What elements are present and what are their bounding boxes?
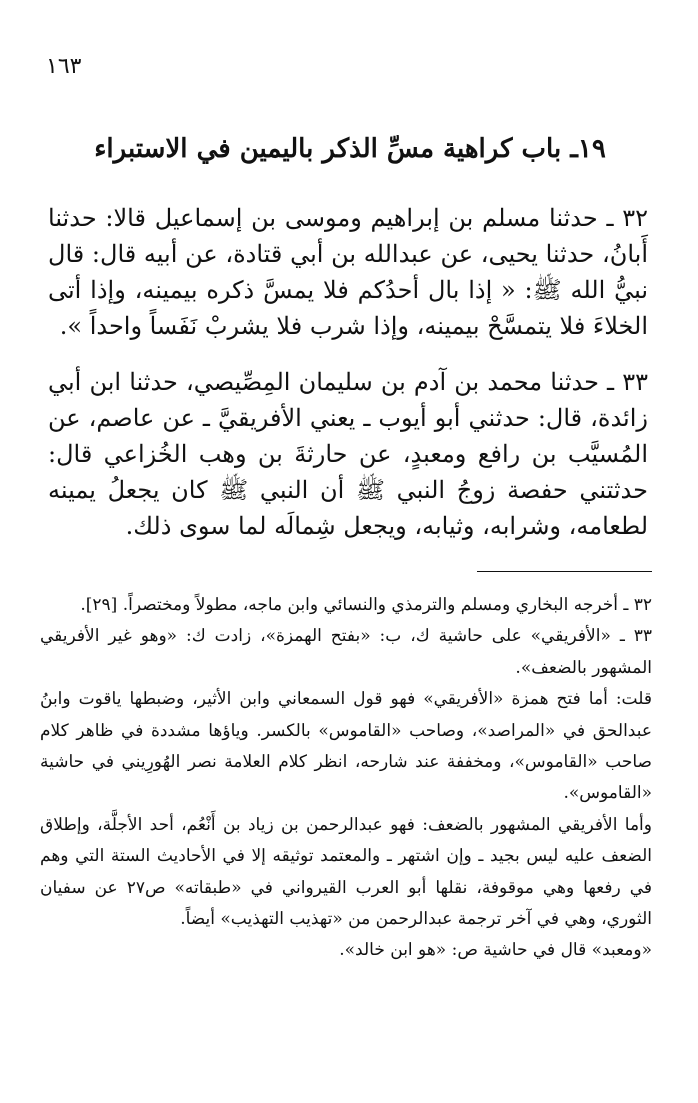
hadith-32: ٣٢ ـ حدثنا مسلم بن إبراهيم وموسى بن إسماعيل قالا: حدثنا أَبانُ، حدثنا يحيى، عن عبدالله بن أبي قتادة، عن أبيه قال: قال نبيُّ الله ﷺ: « إذا بال أحدُكم فلا يمسَّ ذكره بيمينه، وإذا أتى الخلاءَ فلا يتمسَّحْ بيمينه، وإذا شرب فلا يشربْ نَفَساً واحداً ». [48,204,648,340]
hadith-33: ٣٣ ـ حدثنا محمد بن آدم بن سليمان المِصِّيصي، حدثنا ابن أبي زائدة، قال: حدثني أبو أيوب ـ يعني الأفريقيَّ ـ عن عاصم، عن المُسيَّب بن رافع ومعبدٍ، عن حارثةَ بن وهب الخُزاعي قال: حدثتني حفصة زوجُ النبي ﷺ أن النبي ﷺ كان يجعلُ يمينه لطعامه، وشرابه، وثيابه، ويجعل شِمالَه لما سوى ذلك. [48,368,648,540]
footnote-33-note-afriqi: قلت: أما فتح همزة «الأفريقي» فهو قول السمعاني وابن الأثير، وضبطها ياقوت وابنُ عبدالحق في «المراصد»، وصاحب «القاموس» بالكسر. وياؤها مشددة في ظاهر كلام صاحب «القاموس»، ومخففة عند شارحه، انظر كلام العلامة نصر الهُورِيني في حاشية «القاموس». [40,689,652,804]
footnote-33-note-weakness: وأما الأفريقي المشهور بالضعف: فهو عبدالرحمن بن زياد بن أَنْعُم، أحد الأجلَّة، وإطلاق الضعف عليه ليس بجيد ـ وإن اشتهر ـ والمعتمد توثيقه إلا في الأحاديث الستة التي وهم في رفعها وهي موقوفة، نقلها أبو العرب القيرواني في «طبقاته» ص٢٧ عن سفيان الثوري، وهي في آخر ترجمة عبدالرحمن من «تهذيب التهذيب» أيضاً. [40,814,652,930]
footnote-32: ٣٢ ـ أخرجه البخاري ومسلم والترمذي والنسائي وابن ماجه، مطولاً ومختصراً. [٢٩]. [80,595,652,615]
page-number: ١٦٣ [46,54,82,79]
footnotes [40,590,652,967]
chapter-title: ١٩ـ باب كراهية مسِّ الذكر باليمين في الاستبراء [94,134,606,164]
footnote-33-note-mabad: «ومعبد» قال في حاشية ص: «هو ابن خالد». [339,940,652,961]
footnote-divider [477,571,652,572]
footnote-33: ٣٣ ـ «الأفريقي» على حاشية ك، ب: «بفتح الهمزة»، زادت ك: «وهو غير الأفريقي المشهور بالضعف». [40,626,652,678]
